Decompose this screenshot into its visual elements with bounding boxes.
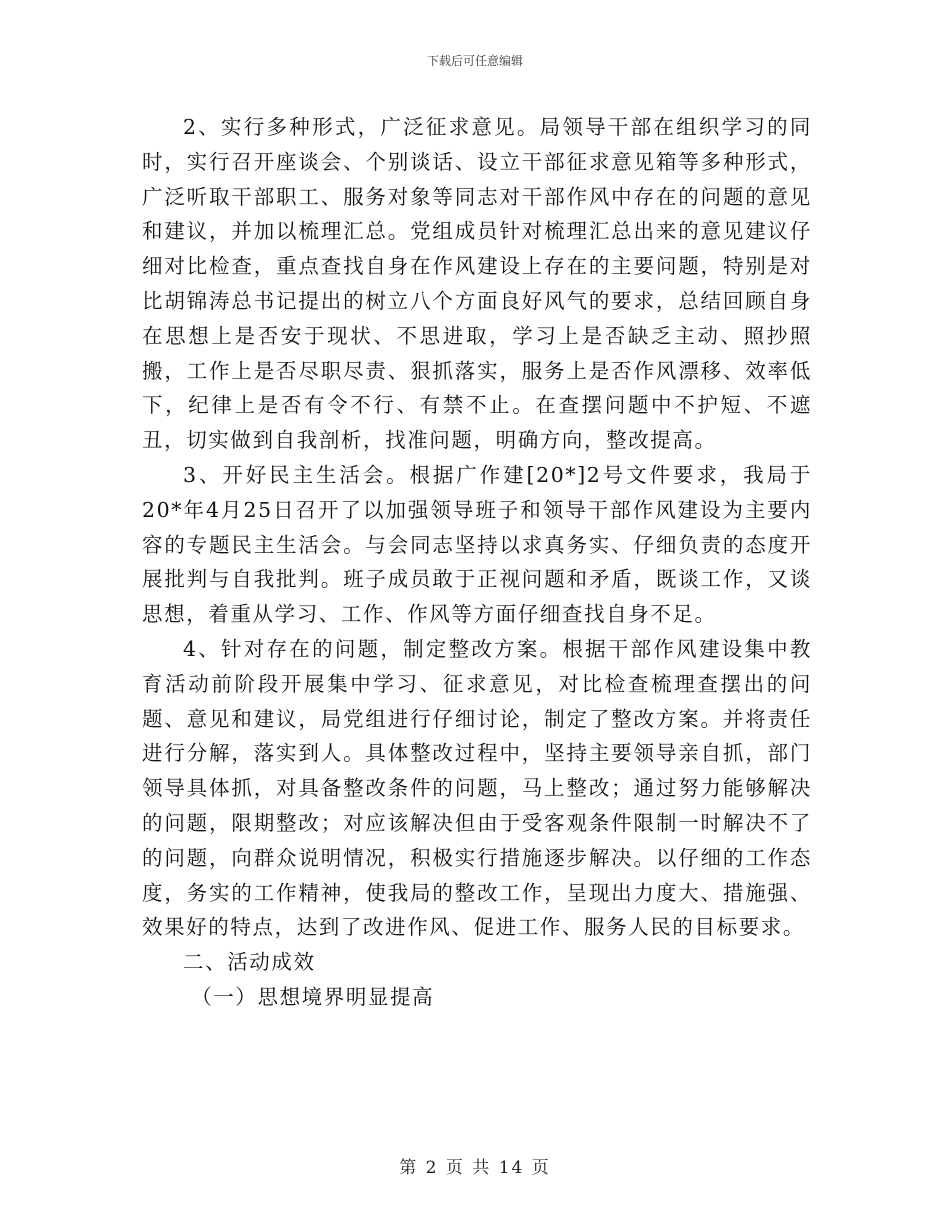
paragraph-3: 3、开好民主生活会。根据广作建[20*]2号文件要求，我局于20*年4月25日召开了以加强领导班子和领导干部作风建设为主要内容的专题民主生活会。与会同志坚持以求真务实、仔细负责的态度开展批判与自我批判。班子成员敢于正视问题和矛盾，既谈工作，又谈思想，着重从学习、工作、作风等方面仔细查找自身不足。 [142,462,812,627]
document-body [142,110,812,1015]
paragraph-4: 4、针对存在的问题，制定整改方案。根据干部作风建设集中教育活动前阶段开展集中学习、征求意见，对比检查梳理查摆出的问题、意见和建议，局党组进行仔细讨论，制定了整改方案。并将责任进行分解，落实到人。具体整改过程中，坚持主要领导亲自抓，部门领导具体抓，对具备整改条件的问题，马上整改；通过努力能够解决的问题，限期整改；对应该解决但由于受客观条件限制一时解决不了的问题，向群众说明情况，积极实行措施逐步解决。以仔细的工作态度，务实的工作精神，使我局的整改工作，呈现出力度大、措施强、效果好的特点，达到了改进作风、促进工作、服务人民的目标要求。 [142,636,812,940]
page-header: 下载后可任意编辑 [426,54,523,68]
paragraph-2: 2、实行多种形式，广泛征求意见。局领导干部在组织学习的同时，实行召开座谈会、个别谈话、设立干部征求意见箱等多种形式，广泛听取干部职工、服务对象等同志对干部作风中存在的问题的意见和建议，并加以梳理汇总。党组成员针对梳理汇总出来的意见建议仔细对比检查，重点查找自身在作风建设上存在的主要问题，特别是对比胡锦涛总书记提出的树立八个方面良好风气的要求，总结回顾自身在思想上是否安于现状、不思进取，学习上是否缺乏主动、照抄照搬，工作上是否尽职尽责、狠抓落实，服务上是否作风漂移、效率低下，纪律上是否有令不行、有禁不止。在查摆问题中不护短、不遮丑，切实做到自我剖析，找准问题，明确方向，整改提高。 [142,115,812,453]
section-heading: 二、活动成效 [183,950,316,975]
page-number: 第 2 页 共 14 页 [399,1158,551,1178]
subsection-heading: （一）思想境界明显提高 [191,984,435,1009]
